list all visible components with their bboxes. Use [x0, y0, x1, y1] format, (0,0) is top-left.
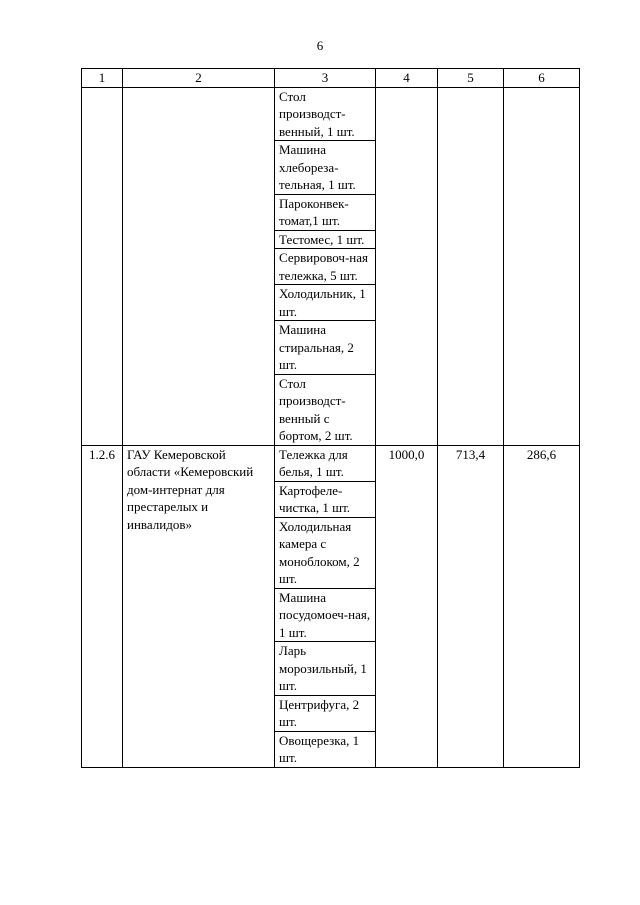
institution-cell: [123, 87, 275, 445]
header-col-3: 3: [275, 69, 376, 88]
row-number-cell: [82, 87, 123, 445]
col4-cell: [376, 87, 438, 445]
equipment-item: Ларь морозильный, 1 шт.: [275, 642, 376, 696]
equipment-item: Машина стиральная, 2 шт.: [275, 321, 376, 375]
row-number-cell: 1.2.6: [82, 445, 123, 767]
equipment-item: Центрифуга, 2 шт.: [275, 695, 376, 731]
col5-value: 713,4: [438, 445, 504, 767]
equipment-item: Машина посудомоеч-ная, 1 шт.: [275, 588, 376, 642]
equipment-item: Холодильник, 1 шт.: [275, 285, 376, 321]
table-row: [82, 445, 580, 481]
institution-cell: ГАУ Кемеровской области «Кемеровский дом-интернат для престарелых и инвалидов»: [123, 445, 275, 767]
col6-cell: [504, 87, 580, 445]
col6-value: 286,6: [504, 445, 580, 767]
equipment-item: Овощерезка, 1 шт.: [275, 731, 376, 767]
header-col-4: 4: [376, 69, 438, 88]
equipment-item: Картофеле-чистка, 1 шт.: [275, 481, 376, 517]
equipment-table: [81, 68, 580, 768]
col4-value: 1000,0: [376, 445, 438, 767]
equipment-item: Стол производст-венный с бортом, 2 шт.: [275, 374, 376, 445]
header-col-1: 1: [82, 69, 123, 88]
page-number: 6: [316, 38, 324, 53]
equipment-item: Тестомес, 1 шт.: [275, 230, 376, 249]
col5-cell: [438, 87, 504, 445]
table-row: [82, 87, 580, 141]
equipment-item: Холодильная камера с моноблоком, 2 шт.: [275, 517, 376, 588]
header-row: [82, 69, 580, 88]
equipment-item: Стол производст-венный, 1 шт.: [275, 87, 376, 141]
equipment-item: Машина хлебореза-тельная, 1 шт.: [275, 141, 376, 195]
equipment-item: Сервировоч-ная тележка, 5 шт.: [275, 249, 376, 285]
equipment-item: Тележка для белья, 1 шт.: [275, 445, 376, 481]
header-col-6: 6: [504, 69, 580, 88]
equipment-item: Пароконвек-томат,1 шт.: [275, 194, 376, 230]
header-col-5: 5: [438, 69, 504, 88]
header-col-2: 2: [123, 69, 275, 88]
